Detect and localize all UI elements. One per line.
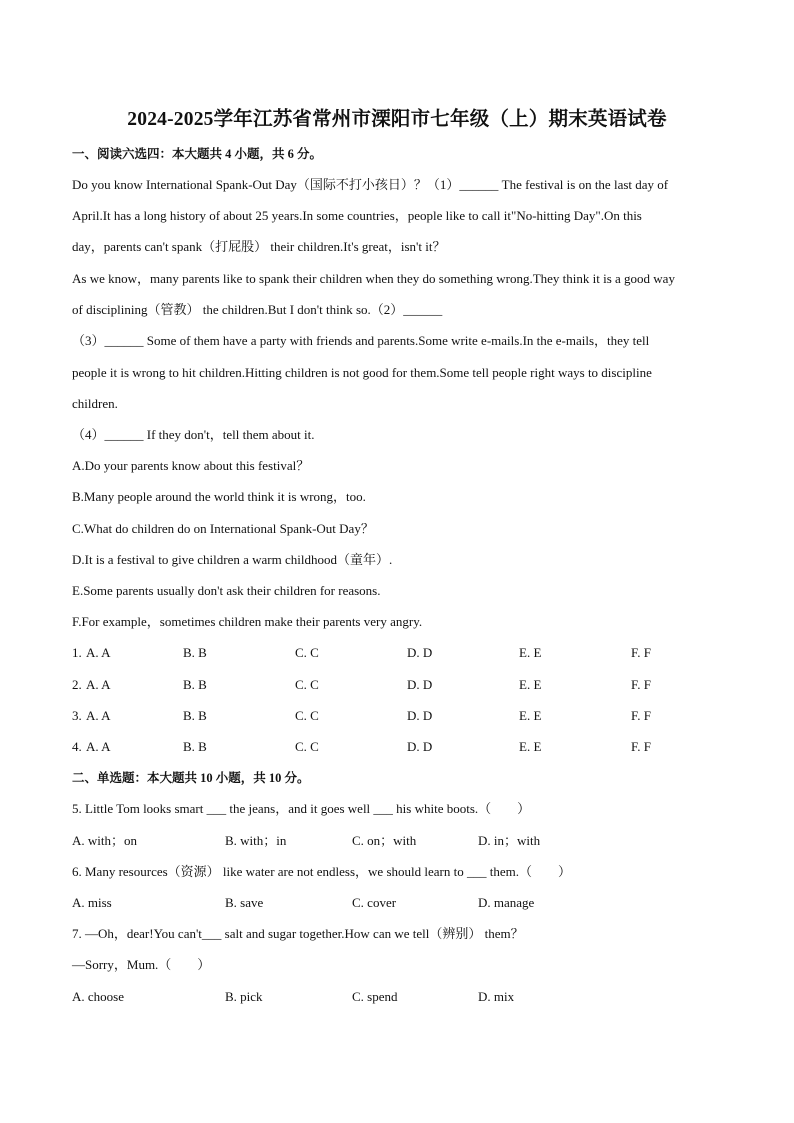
option-b[interactable]: B. B — [183, 645, 207, 660]
option-d[interactable]: D. in；with — [478, 833, 541, 848]
option-a[interactable]: A. with；on — [72, 833, 138, 848]
passage-line: children. — [72, 396, 118, 411]
option-e[interactable]: E. E — [519, 739, 542, 754]
option-c[interactable]: C. C — [295, 645, 319, 660]
option-c[interactable]: C. C — [295, 708, 319, 723]
option-c[interactable]: C. C — [295, 677, 319, 692]
option-b[interactable]: B. B — [183, 739, 207, 754]
option-b[interactable]: B. B — [183, 708, 207, 723]
option-a[interactable]: A. A — [86, 739, 111, 754]
question-number: 1. — [72, 645, 82, 660]
option-b[interactable]: B. B — [183, 677, 207, 692]
option-d[interactable]: D. D — [407, 677, 433, 692]
option-c[interactable]: C. cover — [352, 895, 397, 910]
choice-f: F.For example，sometimes children make their parents very angry. — [72, 614, 423, 629]
option-e[interactable]: E. E — [519, 708, 542, 723]
passage-line: of disciplining（管教） the children.But I don't think so.（2）______ — [72, 302, 443, 317]
option-d[interactable]: D. manage — [478, 895, 535, 910]
passage-line: April.It has a long history of about 25 years.In some countries，people like to call it"No-hitting Day".On this — [72, 208, 642, 223]
option-f[interactable]: F. F — [631, 739, 651, 754]
passage-line: Do you know International Spank-Out Day（国际不打小孩日）？（1）______ The festival is on the last day of — [72, 177, 669, 192]
option-b[interactable]: B. pick — [225, 989, 263, 1004]
question-7-stem: 7. —Oh，dear!You can't___ salt and sugar together.How can we tell（辨别） them？ — [72, 926, 524, 941]
passage-line: As we know，many parents like to spank their children when they do something wrong.They think it is a good way — [72, 271, 675, 286]
option-a[interactable]: A. A — [86, 708, 111, 723]
question-6-stem: 6. Many resources（资源） like water are not endless，we should learn to ___ them.（ ） — [72, 864, 571, 879]
option-e[interactable]: E. E — [519, 645, 542, 660]
choice-c: C.What do children do on International Spank-Out Day？ — [72, 521, 374, 536]
option-f[interactable]: F. F — [631, 677, 651, 692]
option-e[interactable]: E. E — [519, 677, 542, 692]
section-2-heading: 二、单选题：本大题共 10 小题，共 10 分。 — [72, 771, 310, 785]
option-f[interactable]: F. F — [631, 645, 651, 660]
passage-line: people it is wrong to hit children.Hitting children is not good for them.Some tell people right ways to discipline — [72, 365, 652, 380]
option-d[interactable]: D. D — [407, 708, 433, 723]
option-a[interactable]: A. A — [86, 677, 111, 692]
section-1-heading: 一、阅读六选四：本大题共 4 小题，共 6 分。 — [72, 147, 323, 161]
choice-d: D.It is a festival to give children a warm childhood（童年）. — [72, 552, 393, 567]
choice-b: B.Many people around the world think it is wrong，too. — [72, 489, 366, 504]
option-a[interactable]: A. A — [86, 645, 111, 660]
option-f[interactable]: F. F — [631, 708, 651, 723]
exam-title: 2024-2025学年江苏省常州市溧阳市七年级（上）期末英语试卷 — [127, 109, 667, 130]
option-b[interactable]: B. save — [225, 895, 264, 910]
question-number: 4. — [72, 739, 82, 754]
option-d[interactable]: D. mix — [478, 989, 515, 1004]
passage-line: day，parents can't spank（打屁股） their children.It's great，isn't it？ — [72, 239, 446, 254]
question-number: 2. — [72, 677, 82, 692]
option-a[interactable]: A. choose — [72, 989, 124, 1004]
question-7-response: —Sorry，Mum.（ ） — [72, 957, 211, 972]
choice-e: E.Some parents usually don't ask their children for reasons. — [72, 583, 381, 598]
option-c[interactable]: C. C — [295, 739, 319, 754]
option-a[interactable]: A. miss — [72, 895, 112, 910]
option-d[interactable]: D. D — [407, 739, 433, 754]
passage-line: （3）______ Some of them have a party with friends and parents.Some write e-mails.In the e-mails，they tell — [72, 333, 650, 348]
option-c[interactable]: C. on；with — [352, 833, 417, 848]
option-b[interactable]: B. with；in — [225, 833, 287, 848]
question-number: 3. — [72, 708, 82, 723]
choice-a: A.Do your parents know about this festival？ — [72, 458, 310, 473]
question-5-stem: 5. Little Tom looks smart ___ the jeans，and it goes well ___ his white boots.（ ） — [72, 801, 531, 816]
passage-line: （4）______ If they don't，tell them about it. — [72, 427, 315, 442]
option-d[interactable]: D. D — [407, 645, 433, 660]
option-c[interactable]: C. spend — [352, 989, 398, 1004]
